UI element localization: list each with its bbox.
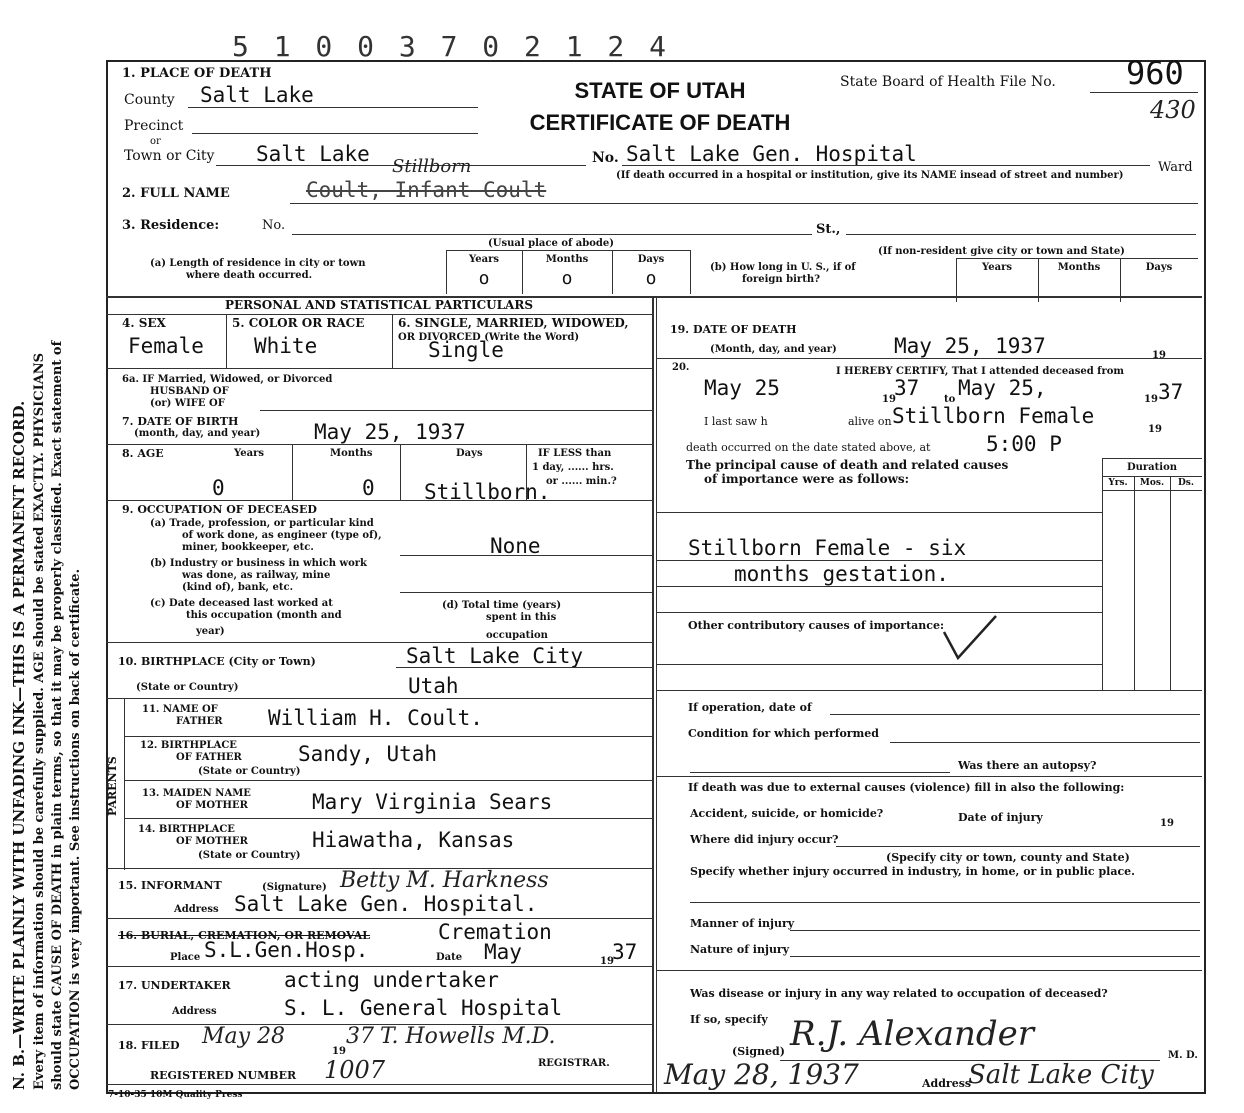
ward-label: Ward (1158, 160, 1193, 175)
mother-label-b: OF MOTHER (176, 800, 248, 811)
father-label-b: FATHER (176, 716, 223, 727)
marital-label-a: 6. SINGLE, MARRIED, WIDOWED, (398, 316, 629, 330)
occ-c-label-1: (c) Date deceased last worked at (150, 598, 333, 609)
nonresident-label: (If non-resident give city or town and State) (878, 246, 1125, 257)
town-label: Town or City (124, 148, 215, 164)
color-label: 5. COLOR OR RACE (232, 316, 365, 330)
occ-c-label-2: this occupation (month and (186, 610, 342, 621)
birthplace-city: Salt Lake City (406, 644, 584, 668)
mother-value: Mary Virginia Sears (312, 790, 553, 814)
or-label: or (150, 136, 161, 147)
serial-number: 5 1 0 0 3 7 0 2 1 2 4 (232, 30, 671, 63)
last-saw-label: I last saw h (704, 415, 768, 428)
burial-value: Cremation (438, 920, 552, 944)
residence-no-label: No. (262, 218, 286, 233)
other-causes-label: Other contributory causes of importance: (688, 619, 945, 632)
injury-year-prefix: 19 (1160, 818, 1174, 829)
duration-label: Duration (1126, 462, 1178, 473)
burial-label: 16. BURIAL, CREMATION, OR REMOVAL (118, 929, 370, 942)
md-label: M. D. (1168, 1050, 1198, 1061)
file-no-label: State Board of Health File No. (840, 74, 1056, 90)
undertaker-value: acting undertaker (284, 968, 499, 992)
spouse-label-b: HUSBAND OF (150, 386, 229, 397)
mother-bp-label-c: (State or Country) (198, 850, 301, 861)
file-no-handwritten: 430 (1150, 96, 1196, 124)
dob-label-b: (month, day, and year) (134, 428, 261, 439)
parents-side-label: PARENTS (106, 756, 119, 816)
informant-label: 15. INFORMANT (118, 879, 222, 892)
age-days-value: Stillborn. (424, 480, 551, 504)
occupation-label: 9. OCCUPATION OF DECEASED (122, 503, 317, 516)
where-injury-label: Where did injury occur? (690, 833, 839, 846)
hospital-no-label: No. (592, 150, 619, 166)
dod-label-a: 19. DATE OF DEATH (670, 323, 797, 336)
hospital-value: Salt Lake Gen. Hospital (626, 142, 917, 166)
manner-injury-label: Manner of injury (690, 917, 795, 930)
dob-value: May 25, 1937 (314, 420, 466, 444)
occ-b-label-2: was done, as railway, mine (182, 570, 331, 581)
father-bp-label-a: 12. BIRTHPLACE (140, 740, 237, 751)
occ-c-label-3: year) (196, 626, 225, 637)
margin-note-4: OCCUPATION is very important. See instructions on back of certificate. (68, 568, 83, 1090)
filed-year: 37 (346, 1024, 374, 1049)
father-value: William H. Coult. (268, 706, 483, 730)
county-label: County (124, 92, 175, 108)
informant-signature: Betty M. Harkness (340, 868, 549, 893)
spouse-label-a: 6a. IF Married, Widowed, or Divorced (122, 374, 333, 385)
check-mark-icon (940, 612, 1000, 662)
if-so-label: If so, specify (690, 1013, 768, 1026)
physician-signature: R.J. Alexander (790, 1014, 1035, 1054)
age-less-label-a: IF LESS than (538, 448, 612, 459)
length-residence-label-b: where death occurred. (186, 270, 313, 281)
occ-d-label-2: spent in this (486, 612, 557, 623)
informant-address-label: Address (174, 904, 219, 915)
occ-a-label-3: miner, bookkeeper, etc. (182, 542, 314, 553)
occ-d-label-1: (d) Total time (years) (442, 600, 562, 611)
alive-on-label: alive on (848, 415, 892, 428)
mother-birthplace: Hiawatha, Kansas (312, 828, 515, 852)
hospital-note: (If death occurred in a hospital or institution, give its NAME insead of street and number) (616, 170, 1124, 181)
us-months-label: Months (1057, 262, 1101, 273)
attend-from: May 25 (704, 376, 780, 400)
filed-date: May 28 (202, 1024, 286, 1049)
filed-year-prefix: 19 (332, 1046, 346, 1057)
father-bp-label-b: OF FATHER (176, 752, 242, 763)
undertaker-label: 17. UNDERTAKER (118, 979, 231, 992)
abode-label: (Usual place of abode) (488, 238, 614, 249)
occ-a-label-2: of work done, as engineer (type of), (182, 530, 382, 541)
specify-industry-label: Specify whether injury occurred in industry, in home, or in public place. (690, 865, 1135, 878)
sex-label: 4. SEX (122, 316, 166, 330)
precinct-label: Precinct (124, 118, 184, 134)
burial-place-label: Place (170, 952, 201, 963)
dod-value: May 25, 1937 (894, 334, 1046, 358)
attend-to-label: to (944, 394, 956, 405)
us-years-label: Years (981, 262, 1012, 273)
state-title: STATE OF UTAH (574, 78, 746, 103)
us-label-b: foreign birth? (742, 274, 820, 285)
age-less-label-c: or ...... min.? (546, 476, 617, 487)
margin-note-2: Every item of information should be carefully supplied. AGE should be stated EXACTLY. PHYSICIANS (32, 352, 47, 1090)
cause-line-2: months gestation. (734, 562, 949, 586)
injury-date-label: Date of injury (958, 811, 1043, 824)
color-value: White (254, 334, 318, 358)
last-saw-suffix: 19 (1148, 424, 1162, 435)
age-days-label: Days (456, 448, 483, 459)
signed-label: (Signed) (732, 1045, 785, 1058)
res-days-value: o (645, 268, 657, 289)
county-value: Salt Lake (200, 83, 314, 107)
marital-label-b: OR DIVORCED (Write the Word) (398, 332, 580, 343)
attend-to-year-prefix: 19 (1144, 394, 1158, 405)
marital-value: Single (428, 338, 504, 362)
residence-label: 3. Residence: (122, 218, 220, 233)
length-residence-label-a: (a) Length of residence in city or town (150, 258, 366, 269)
res-months-label: Months (545, 254, 589, 265)
nature-injury-label: Nature of injury (690, 943, 790, 956)
informant-sig-label: (Signature) (262, 882, 327, 893)
occ-b-label-1: (b) Industry or business in which work (150, 558, 367, 569)
occ-b-label-3: (kind of), bank, etc. (182, 582, 294, 593)
duration-mos-label: Mos. (1139, 478, 1165, 488)
burial-date-label: Date (436, 952, 463, 963)
occ-d-label-3: occupation (486, 630, 548, 641)
physician-address-label: Address (922, 1077, 972, 1090)
birthplace-state: Utah (408, 674, 459, 698)
filed-label: 18. FILED (118, 1039, 180, 1052)
res-years-value: o (478, 268, 490, 289)
stillborn-handwritten: Stillborn (392, 156, 472, 177)
father-bp-label-c: (State or Country) (198, 766, 301, 777)
attend-from-year: 37 (894, 376, 920, 400)
birthplace-state-label: (State or Country) (136, 682, 239, 693)
duration-ds-label: Ds. (1177, 478, 1194, 488)
last-saw-value: Stillborn Female (892, 404, 1095, 428)
father-label-a: 11. NAME OF (142, 704, 218, 715)
press-footer: 7-10-35 10M Quality Press (108, 1090, 243, 1100)
age-months-label: Months (330, 448, 373, 459)
burial-year-prefix: 19 (600, 956, 614, 967)
sex-value: Female (128, 334, 204, 358)
us-days-label: Days (1145, 262, 1173, 273)
specify-place-label: (Specify city or town, county and State) (886, 851, 1130, 864)
death-time: 5:00 P (986, 432, 1062, 456)
dod-suffix: 19 (1152, 350, 1166, 361)
mother-label-a: 13. MAIDEN NAME (142, 788, 251, 799)
attend-from-year-prefix: 19 (882, 394, 896, 405)
personal-heading: PERSONAL AND STATISTICAL PARTICULARS (224, 298, 533, 312)
external-causes-label: If death was due to external causes (violence) fill in also the following: (688, 781, 1125, 794)
residence-st-label: St., (816, 222, 841, 237)
undertaker-address-label: Address (172, 1006, 217, 1017)
registrar-label: REGISTRAR. (538, 1058, 610, 1069)
certify-label-a: 20. (672, 362, 690, 373)
death-occurred-label: death occurred on the date stated above, at (686, 441, 931, 454)
burial-place: S.L.Gen.Hosp. (204, 938, 369, 962)
certificate-title: CERTIFICATE OF DEATH (529, 110, 791, 135)
informant-address: Salt Lake Gen. Hospital. (234, 892, 538, 916)
accident-label: Accident, suicide, or homicide? (690, 807, 884, 820)
file-no-value: 960 (1126, 54, 1184, 92)
physician-address: Salt Lake City (968, 1060, 1154, 1090)
father-birthplace: Sandy, Utah (298, 742, 438, 766)
age-months-value: 0 (362, 476, 375, 500)
res-months-value: o (561, 268, 573, 289)
age-years-label: Years (234, 448, 265, 459)
operation-label: If operation, date of (688, 701, 812, 714)
autopsy-label: Was there an autopsy? (958, 759, 1097, 772)
full-name-value: Coult, Infant Coult (306, 178, 547, 202)
principal-label-b: of importance were as follows: (704, 472, 910, 486)
registrar-signature: T. Howells M.D. (380, 1024, 556, 1049)
undertaker-address: S. L. General Hospital (284, 996, 563, 1020)
mother-bp-label-a: 14. BIRTHPLACE (138, 824, 235, 835)
occupation-value: None (490, 534, 541, 558)
dod-label-b: (Month, day, and year) (710, 344, 837, 355)
principal-label-a: The principal cause of death and related causes (686, 458, 1009, 472)
margin-note-1: N. B.—WRITE PLAINLY WITH UNFADING INK—THIS IS A PERMANENT RECORD. (10, 400, 28, 1090)
reg-number-label: REGISTERED NUMBER (150, 1069, 297, 1082)
occupation-related-label: Was disease or injury in any way related to occupation of deceased? (690, 987, 1108, 1000)
age-label: 8. AGE (122, 447, 164, 460)
cause-line-1: Stillborn Female - six (688, 536, 967, 560)
condition-label: Condition for which performed (688, 727, 879, 740)
town-value: Salt Lake (256, 142, 370, 166)
res-years-label: Years (468, 254, 499, 265)
attend-to-year: 37 (1158, 380, 1184, 404)
res-days-label: Days (637, 254, 665, 265)
us-label-a: (b) How long in U. S., if of (710, 262, 856, 273)
age-years-value: 0 (212, 476, 225, 500)
attend-to: May 25, (958, 376, 1047, 400)
physician-sign-date: May 28, 1937 (664, 1058, 859, 1091)
spouse-label-c: (or) WIFE OF (150, 398, 225, 409)
dob-label-a: 7. DATE OF BIRTH (122, 415, 239, 428)
age-less-label-b: 1 day, ...... hrs. (532, 462, 614, 473)
reg-number: 1007 (324, 1056, 386, 1084)
margin-note-3: should state CAUSE OF DEATH in plain terms, so that it may be properly classified. Exact statement of (50, 340, 65, 1090)
duration-yrs-label: Yrs. (1108, 478, 1128, 488)
occ-a-label-1: (a) Trade, profession, or particular kind (150, 518, 374, 529)
place-section-label: 1. PLACE OF DEATH (122, 66, 272, 81)
birthplace-label: 10. BIRTHPLACE (City or Town) (118, 655, 316, 668)
certify-label-b: I HEREBY CERTIFY, That I attended deceased from (836, 366, 1125, 377)
mother-bp-label-b: OF MOTHER (176, 836, 248, 847)
burial-year: 37 (612, 940, 638, 964)
full-name-label: 2. FULL NAME (122, 186, 230, 201)
burial-date: May (484, 940, 522, 964)
